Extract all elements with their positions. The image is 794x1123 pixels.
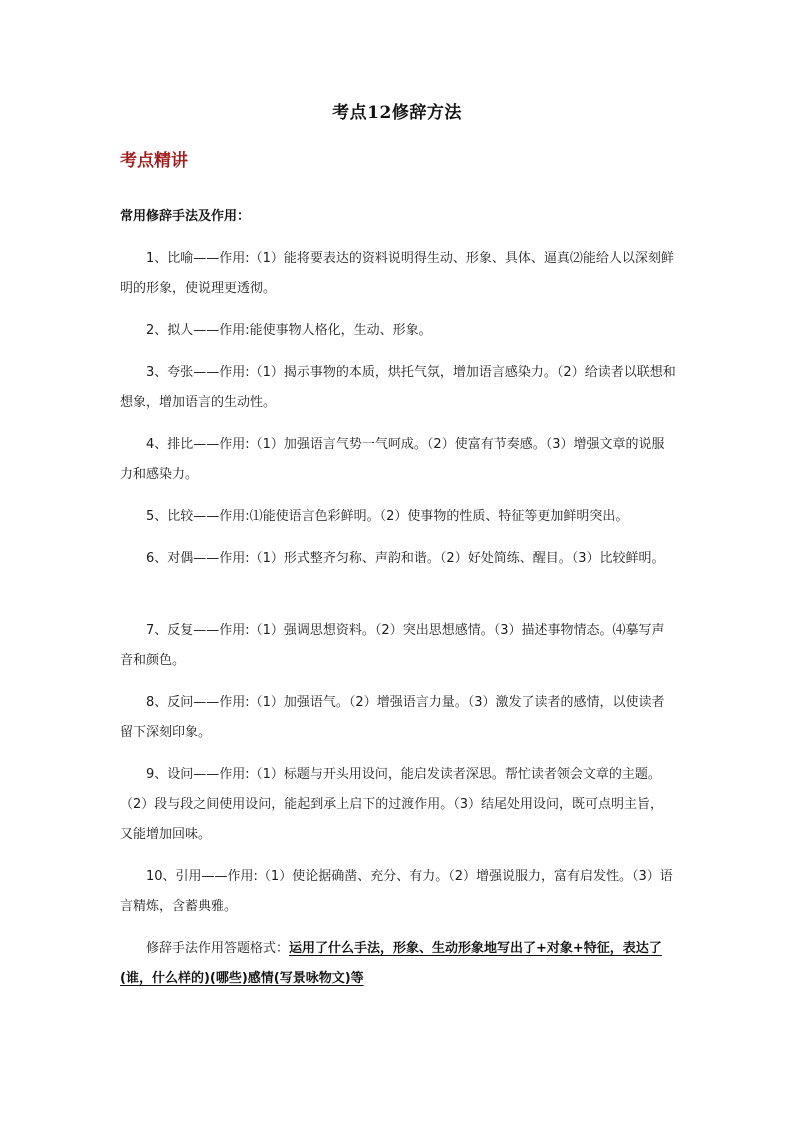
item-comparison: 5、比较——作用:⑴能使语言色彩鲜明。（2）使事物的性质、特征等更加鲜明突出。 — [146, 509, 629, 524]
section-heading: 考点精讲 — [120, 151, 188, 171]
answer-format-label: 修辞手法作用答题格式： — [146, 941, 290, 956]
answer-format-content: 运用了什么手法，形象、生动形象地写出了+对象+特征，表达了(谁，什么样的)(哪些)感情(写景咏物文)等 — [120, 941, 662, 986]
item-parallelism: 4、排比——作用:（1）加强语言气势一气呵成。（2）使富有节奏感。（3）增强文章的说服力和感染力。 — [120, 437, 665, 482]
item-personification: 2、拟人——作用:能使事物人格化，生动、形象。 — [146, 323, 432, 338]
item-metaphor: 1、比喻——作用:（1）能将要表达的资料说明得生动、形象、具体、逼真⑵能给人以深刻鲜明的形象，使说理更透彻。 — [120, 251, 674, 296]
subheading: 常用修辞手法及作用： — [120, 209, 251, 224]
item-antithesis: 6、对偶——作用:（1）形式整齐匀称、声韵和谐。（2）好处简练、醒目。（3）比较鲜明。 — [146, 551, 665, 566]
item-hyperbole: 3、夸张——作用:（1）揭示事物的本质，烘托气氛，增加语言感染力。（2）给读者以联想和想象，增加语言的生动性。 — [120, 365, 676, 410]
item-rhetorical-question: 8、反问——作用:（1）加强语气。（2）增强语言力量。（3）激发了读者的感情，以使读者留下深刻印象。 — [120, 695, 665, 740]
item-repetition: 7、反复——作用:（1）强调思想资料。（2）突出思想感情。（3）描述事物情态。⑷摹写声音和颜色。 — [120, 623, 665, 668]
item-quotation: 10、引用——作用:（1）使论据确凿、充分、有力。（2）增强说服力，富有启发性。（3）语言精炼，含蓄典雅。 — [120, 869, 673, 914]
document-title: 考点12修辞方法 — [332, 103, 462, 123]
answer-format — [120, 934, 676, 994]
item-self-question: 9、设问——作用:（1）标题与开头用设问，能启发读者深思。帮忙读者领会文章的主题。（2）段与段之间使用设问，能起到承上启下的过渡作用。（3）结尾处用设问，既可点明主旨，又能增加回味。 — [120, 767, 664, 842]
